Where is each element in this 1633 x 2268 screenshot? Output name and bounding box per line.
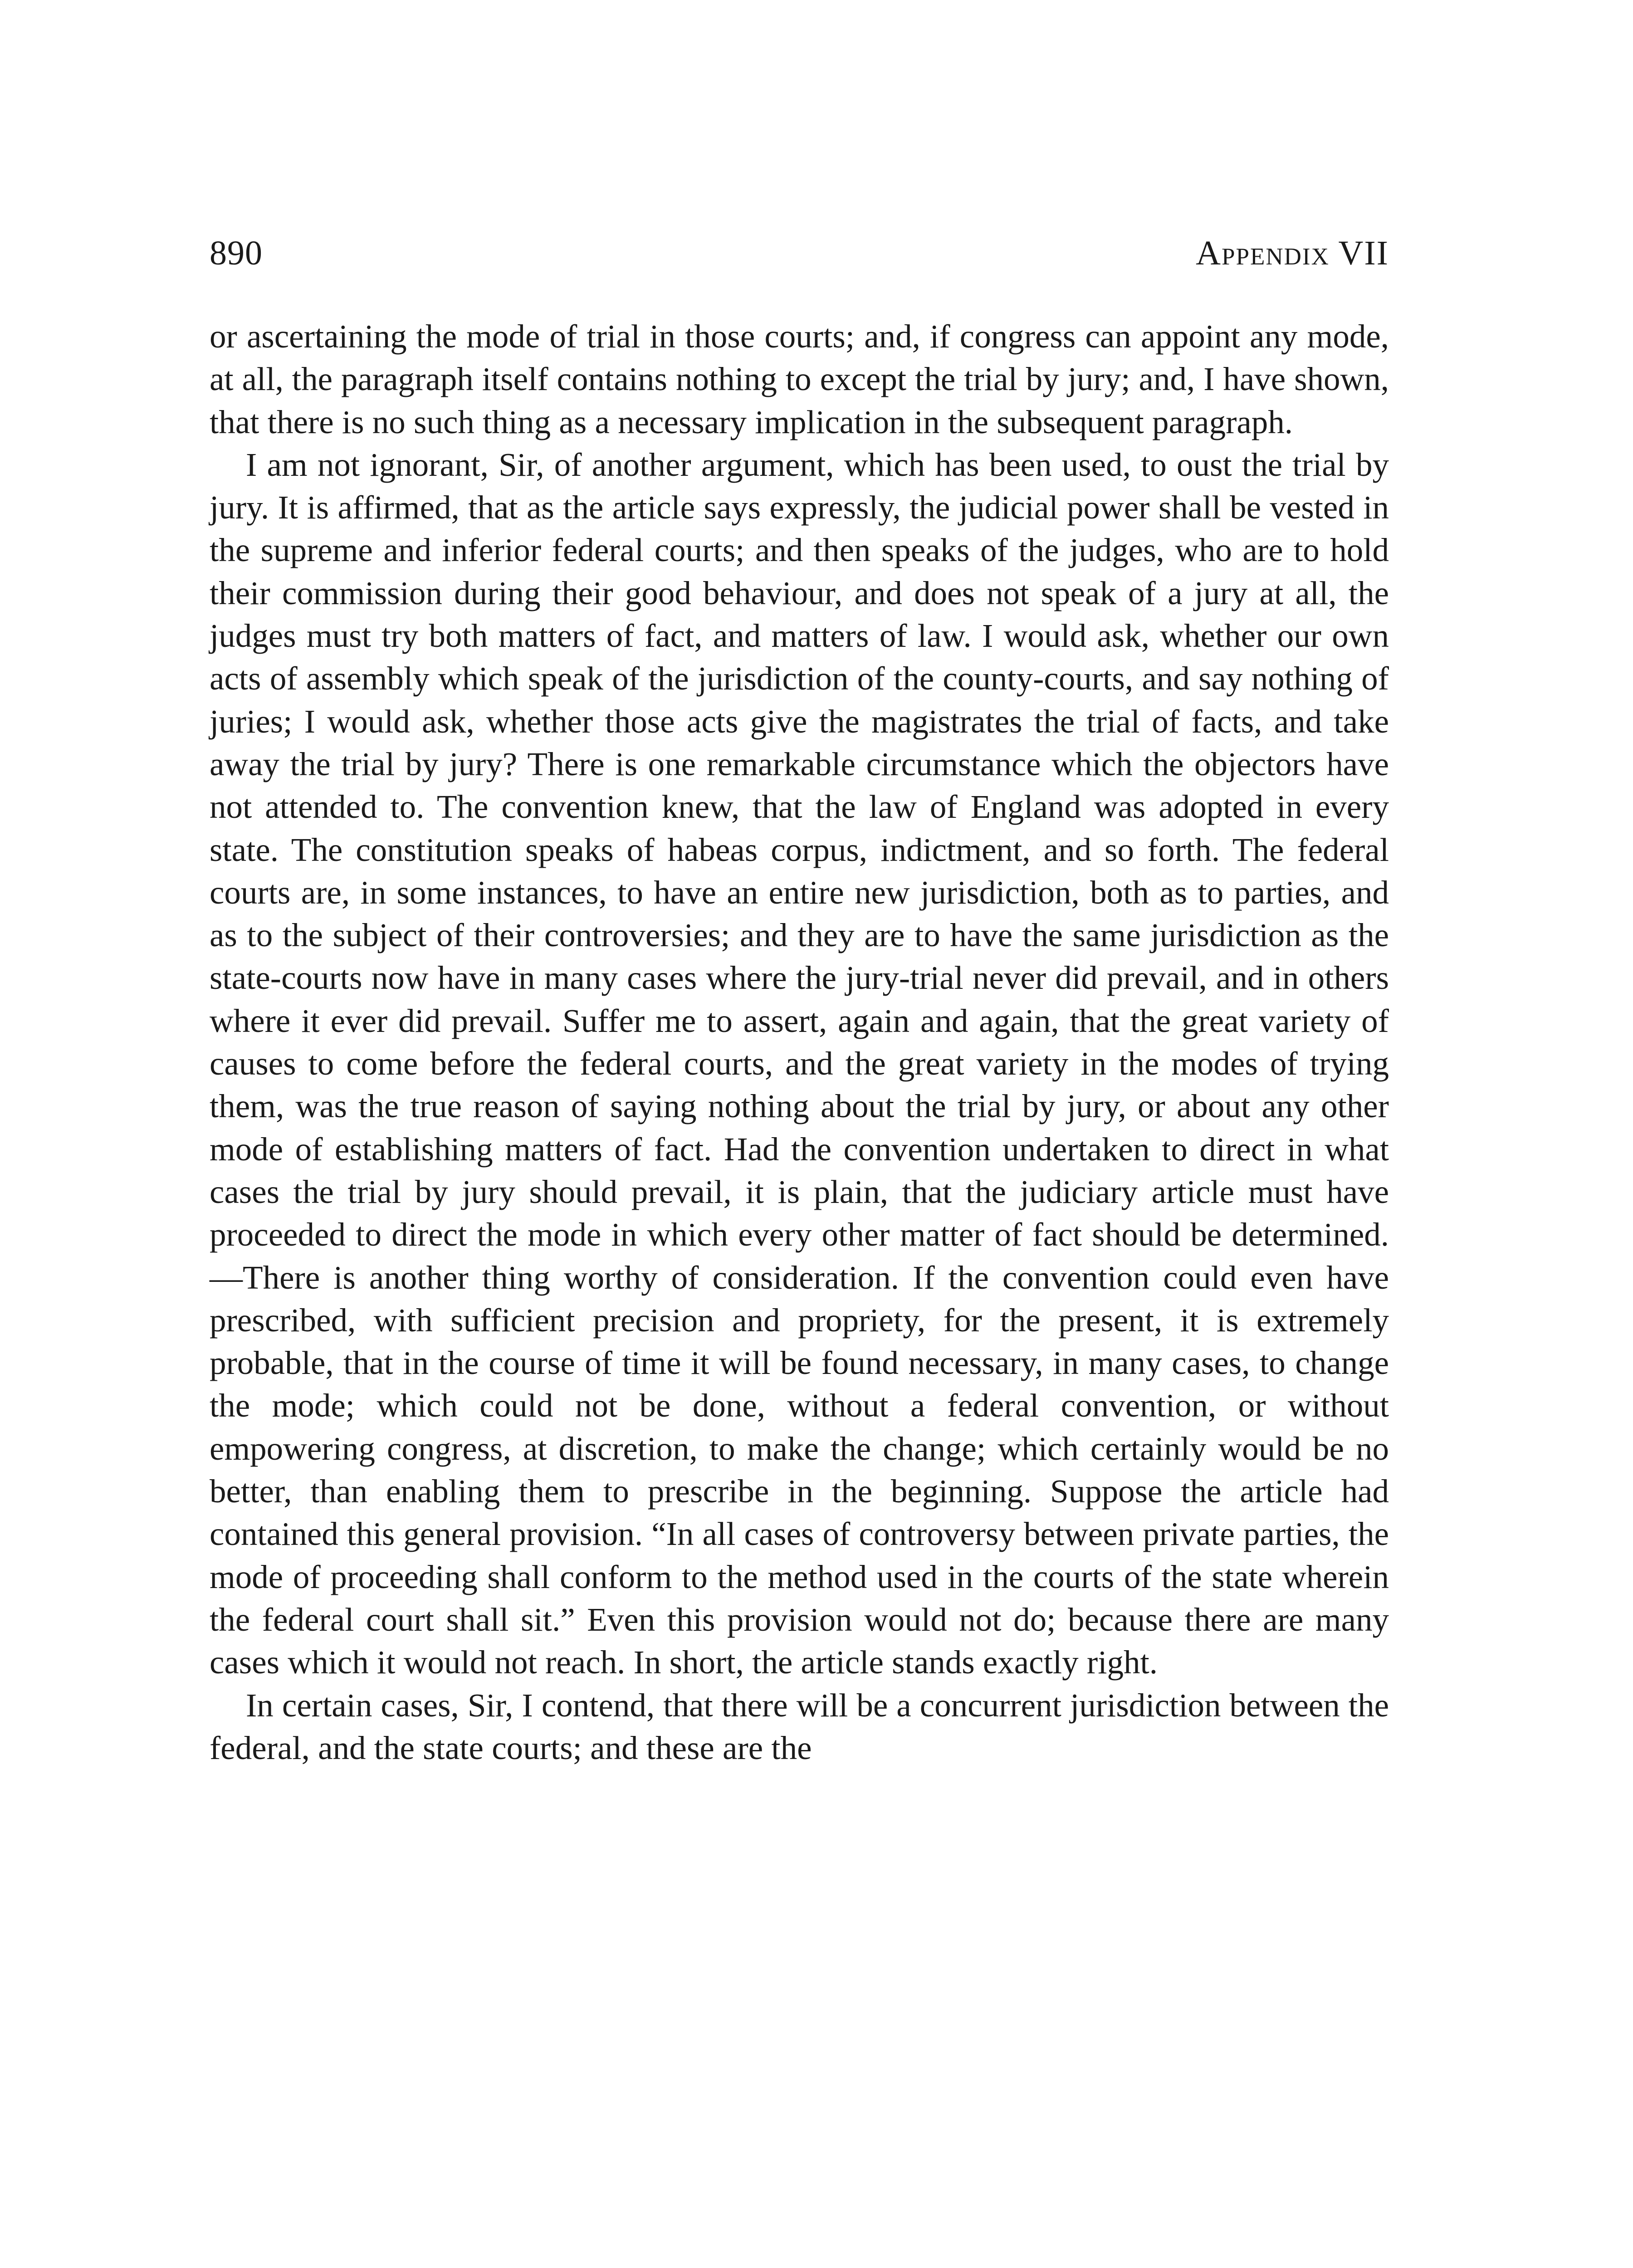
- paragraph-continued: or ascertaining the mode of trial in those courts; and, if congress can appoint any mode, at all, the paragraph itself contains nothing to except the trial by jury; and, I have shown, that there is no such thing as a necessary implication in the subsequent paragraph.: [210, 318, 1389, 440]
- paragraph-concurrent-jurisdiction: In certain cases, Sir, I contend, that there will be a concurrent jurisdiction between the federal, and the state courts; and these are the: [210, 1686, 1389, 1766]
- running-head: [210, 230, 1389, 276]
- body-text: [210, 315, 1389, 1769]
- section-title: Appendix VII: [1196, 234, 1389, 272]
- page-number: 890: [210, 234, 263, 272]
- paragraph-trial-by-jury-argument: I am not ignorant, Sir, of another argument, which has been used, to oust the trial by jury. It is affirmed, that as the article says expressly, the judicial power shall be vested in the supreme and inferior federal courts; and then speaks of the judges, who are to hold their commission during their good behaviour, and does not speak of a jury at all, the judges must try both matters of fact, and matters of law. I would ask, whether our own acts of assembly which speak of the jurisdiction of the county-courts, and say nothing of juries; I would ask, whether those acts give the magistrates the trial of facts, and take away the trial by jury? There is one remarkable circumstance which the objectors have not attended to. The convention knew, that the law of England was adopted in every state. The constitution speaks of habeas corpus, indictment, and so forth. The federal courts are, in some instances, to have an entire new jurisdiction, both as to parties, and as to the subject of their controversies; and they are to have the same jurisdiction as the state-courts now have in many cases where the jury-trial never did prevail, and in others where it ever did prevail. Suffer me to assert, again and again, that the great variety of causes to come before the federal courts, and the great variety in the modes of trying them, was the true reason of saying nothing about the trial by jury, or about any other mode of establishing matters of fact. Had the convention undertaken to direct in what cases the trial by jury should prevail, it is plain, that the judiciary article must have proceeded to direct the mode in which every other matter of fact should be determined.—There is another thing worthy of consideration. If the convention could even have prescribed, with sufficient precision and propriety, for the present, it is extremely probable, that in the course of time it will be found necessary, in many cases, to change the mode; which could not be done, without a federal convention, or without empowering congress, at discretion, to make the change; which certainly would be no better, than enabling them to prescribe in the beginning. Suppose the article had contained this general provision. “In all cases of controversy between private parties, the mode of proceeding shall conform to the method used in the courts of the state wherein the federal court shall sit.” Even this provision would not do; because there are many cases which it would not reach. In short, the article stands exactly right.: [210, 446, 1389, 1681]
